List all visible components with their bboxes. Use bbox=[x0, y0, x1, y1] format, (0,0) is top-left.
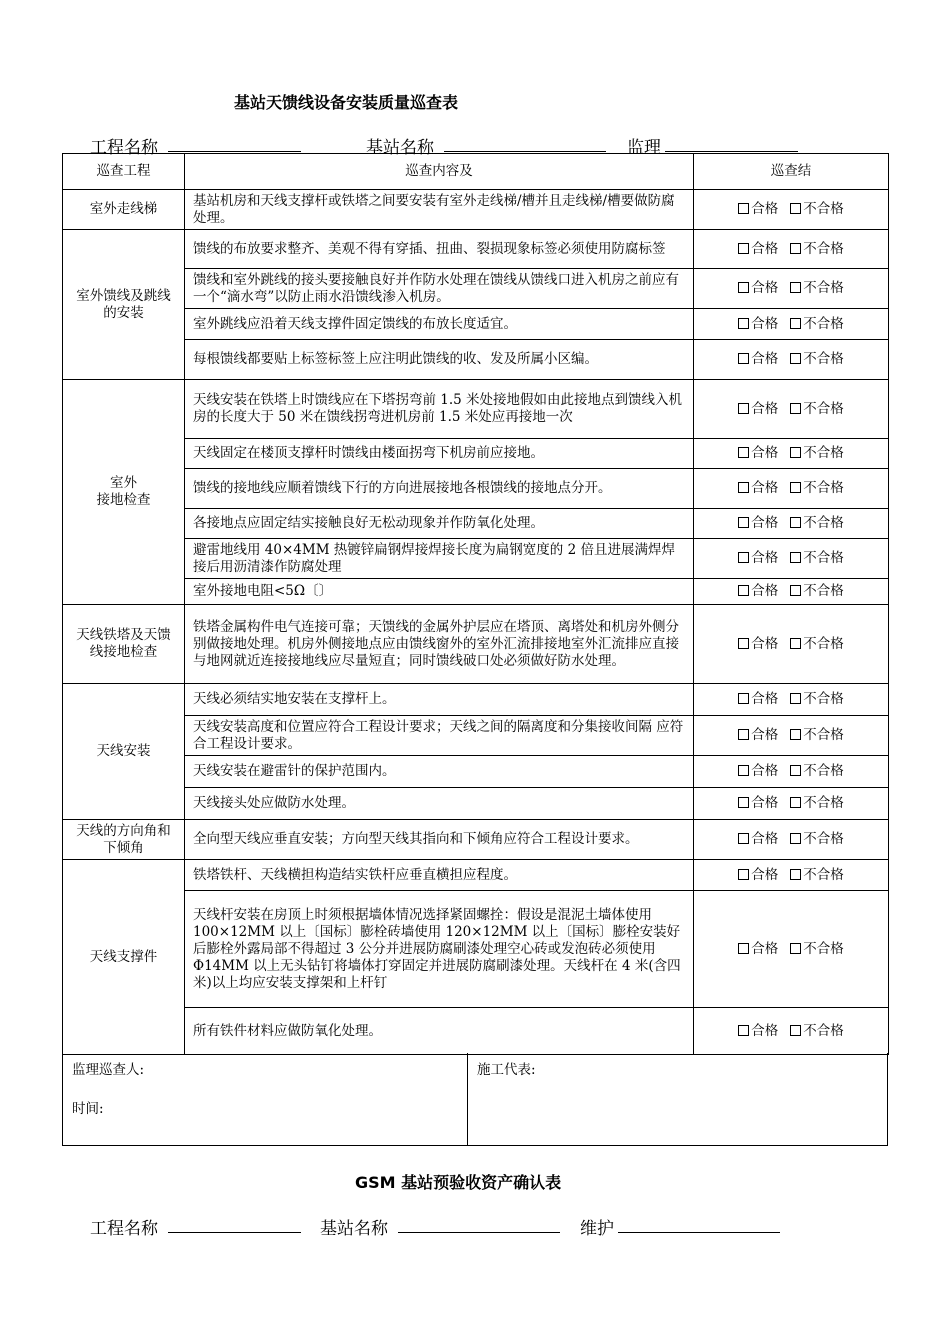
checkbox-icon bbox=[790, 203, 801, 214]
table-row bbox=[63, 716, 889, 756]
checkbox-icon bbox=[790, 353, 801, 364]
fail-option[interactable]: 不合格 bbox=[790, 550, 844, 566]
document-title: 基站天馈线设备安装质量巡查表 bbox=[234, 93, 459, 112]
category-cell: 天线铁塔及天馈线接地检查 bbox=[63, 605, 185, 684]
form2-project-label: 工程名称 bbox=[90, 1219, 158, 1239]
item-text: 天线固定在楼顶支撑杆时馈线由楼面拐弯下机房前应接地。 bbox=[185, 439, 694, 469]
checkbox-icon bbox=[738, 552, 749, 563]
fail-option[interactable]: 不合格 bbox=[790, 241, 844, 257]
result-cell bbox=[694, 605, 889, 684]
pass-option[interactable]: 合格 bbox=[738, 941, 778, 957]
fail-option[interactable]: 不合格 bbox=[790, 727, 844, 743]
table-row bbox=[63, 340, 889, 380]
checkbox-icon bbox=[790, 585, 801, 596]
table-row bbox=[63, 469, 889, 509]
checkbox-icon bbox=[790, 797, 801, 808]
checkbox-icon bbox=[790, 403, 801, 414]
checkbox-icon bbox=[790, 482, 801, 493]
item-text: 天线接头处应做防水处理。 bbox=[185, 788, 694, 820]
table-row bbox=[63, 605, 889, 684]
item-text: 室外接地电阻<5Ω〔〕 bbox=[185, 579, 694, 605]
result-cell bbox=[694, 269, 889, 309]
table-row bbox=[63, 439, 889, 469]
result-cell bbox=[694, 1008, 889, 1055]
table-row bbox=[63, 891, 889, 1008]
checkbox-icon bbox=[790, 1025, 801, 1036]
result-cell bbox=[694, 509, 889, 539]
form2-maint-label: 维护 bbox=[580, 1219, 614, 1239]
inspector-box bbox=[63, 1053, 468, 1145]
category-cell: 室外 接地检查 bbox=[63, 380, 185, 605]
checkbox-icon bbox=[790, 552, 801, 563]
result-cell bbox=[694, 891, 889, 1008]
pass-option[interactable]: 合格 bbox=[738, 351, 778, 367]
result-cell bbox=[694, 469, 889, 509]
pass-option[interactable]: 合格 bbox=[738, 201, 778, 217]
checkbox-icon bbox=[738, 447, 749, 458]
fail-option[interactable]: 不合格 bbox=[790, 1023, 844, 1039]
fail-option[interactable]: 不合格 bbox=[790, 515, 844, 531]
fail-option[interactable]: 不合格 bbox=[790, 691, 844, 707]
checkbox-icon bbox=[738, 797, 749, 808]
pass-option[interactable]: 合格 bbox=[738, 583, 778, 599]
pass-option[interactable]: 合格 bbox=[738, 316, 778, 332]
fail-option[interactable]: 不合格 bbox=[790, 445, 844, 461]
station-name-label: 基站名称 bbox=[366, 138, 434, 158]
checkbox-icon bbox=[738, 765, 749, 776]
checkbox-icon bbox=[790, 943, 801, 954]
table-row bbox=[63, 788, 889, 820]
project-name-label: 工程名称 bbox=[90, 138, 158, 158]
item-text: 天线必须结实地安装在支撑杆上。 bbox=[185, 684, 694, 716]
table-row bbox=[63, 269, 889, 309]
pass-option[interactable]: 合格 bbox=[738, 691, 778, 707]
pass-option[interactable]: 合格 bbox=[738, 280, 778, 296]
item-text: 避雷地线用 40×4MM 热镀锌扁钢焊接焊接长度为扁钢宽度的 2 倍且进展满焊焊接后用沥清漆作防腐处理 bbox=[185, 539, 694, 579]
checkbox-icon bbox=[790, 638, 801, 649]
checkbox-icon bbox=[790, 318, 801, 329]
checkbox-icon bbox=[790, 765, 801, 776]
item-text: 全向型天线应垂直安装；方向型天线其指向和下倾角应符合工程设计要求。 bbox=[185, 820, 694, 860]
fail-option[interactable]: 不合格 bbox=[790, 316, 844, 332]
supervisor-field[interactable] bbox=[665, 133, 798, 152]
fail-option[interactable]: 不合格 bbox=[790, 351, 844, 367]
item-text: 天线安装高度和位置应符合工程设计要求；天线之间的隔离度和分集接收间隔 应符合工程设计要求。 bbox=[185, 716, 694, 756]
fail-option[interactable]: 不合格 bbox=[790, 941, 844, 957]
signature-section bbox=[62, 1053, 888, 1146]
fail-option[interactable]: 不合格 bbox=[790, 831, 844, 847]
project-name-field[interactable] bbox=[168, 133, 301, 152]
checkbox-icon bbox=[790, 243, 801, 254]
pass-option[interactable]: 合格 bbox=[738, 636, 778, 652]
fail-option[interactable]: 不合格 bbox=[790, 867, 844, 883]
fail-option[interactable]: 不合格 bbox=[790, 280, 844, 296]
pass-option[interactable]: 合格 bbox=[738, 867, 778, 883]
checkbox-icon bbox=[738, 833, 749, 844]
checkbox-icon bbox=[790, 282, 801, 293]
checkbox-icon bbox=[738, 693, 749, 704]
result-cell bbox=[694, 539, 889, 579]
fail-option[interactable]: 不合格 bbox=[790, 763, 844, 779]
checkbox-icon bbox=[738, 585, 749, 596]
table-row bbox=[63, 756, 889, 788]
table-row bbox=[63, 539, 889, 579]
checkbox-icon bbox=[738, 243, 749, 254]
table-row bbox=[63, 1008, 889, 1055]
item-text: 馈线的布放要求整齐、美观不得有穿插、扭曲、裂损现象标签必须使用防腐标签 bbox=[185, 230, 694, 269]
item-text: 每根馈线都要贴上标签标签上应注明此馈线的收、发及所属小区编。 bbox=[185, 340, 694, 380]
table-row bbox=[63, 820, 889, 860]
result-cell bbox=[694, 230, 889, 269]
fail-option[interactable]: 不合格 bbox=[790, 480, 844, 496]
table-row bbox=[63, 380, 889, 439]
result-cell bbox=[694, 788, 889, 820]
checkbox-icon bbox=[790, 447, 801, 458]
checkbox-icon bbox=[790, 869, 801, 880]
table-row bbox=[63, 190, 889, 230]
table-row bbox=[63, 309, 889, 340]
category-cell: 天线安装 bbox=[63, 684, 185, 820]
pass-option[interactable]: 合格 bbox=[738, 795, 778, 811]
inspection-table bbox=[62, 153, 889, 1055]
checkbox-icon bbox=[738, 403, 749, 414]
result-cell bbox=[694, 439, 889, 469]
checkbox-icon bbox=[790, 517, 801, 528]
supervisor-label: 监理 bbox=[627, 138, 661, 158]
table-row bbox=[63, 230, 889, 269]
result-cell bbox=[694, 340, 889, 380]
item-text: 馈线的接地线应顺着馈线下行的方向进展接地各根馈线的接地点分开。 bbox=[185, 469, 694, 509]
table-header-row bbox=[63, 154, 889, 190]
category-cell: 天线支撑件 bbox=[63, 860, 185, 1055]
pass-option[interactable]: 合格 bbox=[738, 831, 778, 847]
result-cell bbox=[694, 684, 889, 716]
form2-station-label: 基站名称 bbox=[320, 1219, 388, 1239]
pass-option[interactable]: 合格 bbox=[738, 401, 778, 417]
checkbox-icon bbox=[738, 318, 749, 329]
pass-option[interactable]: 合格 bbox=[738, 445, 778, 461]
item-text: 基站机房和天线支撑杆或铁塔之间要安装有室外走线梯/槽并且走线梯/槽要做防腐处理。 bbox=[185, 190, 694, 230]
result-cell bbox=[694, 309, 889, 340]
fail-option[interactable]: 不合格 bbox=[790, 401, 844, 417]
inspector-label: 监理巡查人: bbox=[72, 1062, 145, 1078]
contractor-label: 施工代表: bbox=[477, 1062, 536, 1078]
checkbox-icon bbox=[738, 482, 749, 493]
category-cell: 室外走线梯 bbox=[63, 190, 185, 230]
category-cell: 天线的方向角和下倾角 bbox=[63, 820, 185, 860]
result-cell bbox=[694, 716, 889, 756]
item-text: 天线杆安装在房顶上时须根据墙体情况选择紧固螺拴：假设是混泥土墙体使用 100×12MM 以上〔国标〕膨栓砖墙使用 120×12MM 以上〔国标〕膨栓安装好后膨栓外露局部不得超过 3 公分并进展防腐刷漆处理空心砖或发泡砖必须使用 Φ14MM 以上无头钻钉将墙体打穿固定并进展防腐刷漆处理。天线杆在 4 米(含四米)以上均应安装支撑架和上杆钉 bbox=[185, 891, 694, 1008]
checkbox-icon bbox=[738, 943, 749, 954]
item-text: 天线安装在避雷针的保护范围内。 bbox=[185, 756, 694, 788]
form2-maint-field[interactable] bbox=[618, 1214, 780, 1233]
fail-option[interactable]: 不合格 bbox=[790, 201, 844, 217]
pass-option[interactable]: 合格 bbox=[738, 1023, 778, 1039]
result-cell bbox=[694, 190, 889, 230]
contractor-box bbox=[468, 1053, 887, 1145]
form2-title: GSM 基站预验收资产确认表 bbox=[355, 1173, 562, 1192]
table-row bbox=[63, 579, 889, 605]
checkbox-icon bbox=[738, 638, 749, 649]
checkbox-icon bbox=[738, 203, 749, 214]
checkbox-icon bbox=[790, 729, 801, 740]
checkbox-icon bbox=[790, 693, 801, 704]
table-row bbox=[63, 509, 889, 539]
item-text: 天线安装在铁塔上时馈线应在下塔拐弯前 1.5 米处接地假如由此接地点到馈线入机房的长度大于 50 米在馈线拐弯进机房前 1.5 米处应再接地一次 bbox=[185, 380, 694, 439]
item-text: 室外跳线应沿着天线支撑件固定馈线的布放长度适宜。 bbox=[185, 309, 694, 340]
checkbox-icon bbox=[738, 353, 749, 364]
item-text: 各接地点应固定结实接触良好无松动现象并作防氧化处理。 bbox=[185, 509, 694, 539]
item-text: 铁塔铁杆、天线横担构造结实铁杆应垂直横担应程度。 bbox=[185, 860, 694, 891]
result-cell bbox=[694, 380, 889, 439]
result-cell bbox=[694, 820, 889, 860]
item-text: 所有铁件材料应做防氧化处理。 bbox=[185, 1008, 694, 1055]
pass-option[interactable]: 合格 bbox=[738, 480, 778, 496]
form2-station-field[interactable] bbox=[398, 1214, 560, 1233]
item-text: 铁塔金属构件电气连接可靠；天馈线的金属外护层应在塔顶、离塔处和机房外侧分别做接地处理。机房外侧接地点应由馈线窗外的室外汇流排接地室外汇流排应直接与地网就近连接接地线应尽量短直；同时馈线破口处必须做好防水处理。 bbox=[185, 605, 694, 684]
fail-option[interactable]: 不合格 bbox=[790, 795, 844, 811]
table-row bbox=[63, 860, 889, 891]
form2-project-field[interactable] bbox=[168, 1214, 301, 1233]
item-text: 馈线和室外跳线的接头要接触良好并作防水处理在馈线从馈线口进入机房之前应有一个“滴水弯”以防止雨水沿馈线渗入机房。 bbox=[185, 269, 694, 309]
fail-option[interactable]: 不合格 bbox=[790, 636, 844, 652]
result-cell bbox=[694, 579, 889, 605]
checkbox-icon bbox=[738, 1025, 749, 1036]
station-name-field[interactable] bbox=[444, 133, 606, 152]
col-header-project: 巡查工程 bbox=[63, 154, 185, 190]
pass-option[interactable]: 合格 bbox=[738, 515, 778, 531]
pass-option[interactable]: 合格 bbox=[738, 763, 778, 779]
result-cell bbox=[694, 860, 889, 891]
time-label: 时间: bbox=[72, 1101, 104, 1117]
checkbox-icon bbox=[738, 869, 749, 880]
pass-option[interactable]: 合格 bbox=[738, 550, 778, 566]
checkbox-icon bbox=[738, 282, 749, 293]
col-header-result: 巡查结 bbox=[694, 154, 889, 190]
table-row bbox=[63, 684, 889, 716]
pass-option[interactable]: 合格 bbox=[738, 241, 778, 257]
checkbox-icon bbox=[738, 729, 749, 740]
pass-option[interactable]: 合格 bbox=[738, 727, 778, 743]
checkbox-icon bbox=[738, 517, 749, 528]
col-header-content: 巡查内容及 bbox=[185, 154, 694, 190]
result-cell bbox=[694, 756, 889, 788]
category-cell: 室外馈线及跳线的安装 bbox=[63, 230, 185, 380]
checkbox-icon bbox=[790, 833, 801, 844]
fail-option[interactable]: 不合格 bbox=[790, 583, 844, 599]
